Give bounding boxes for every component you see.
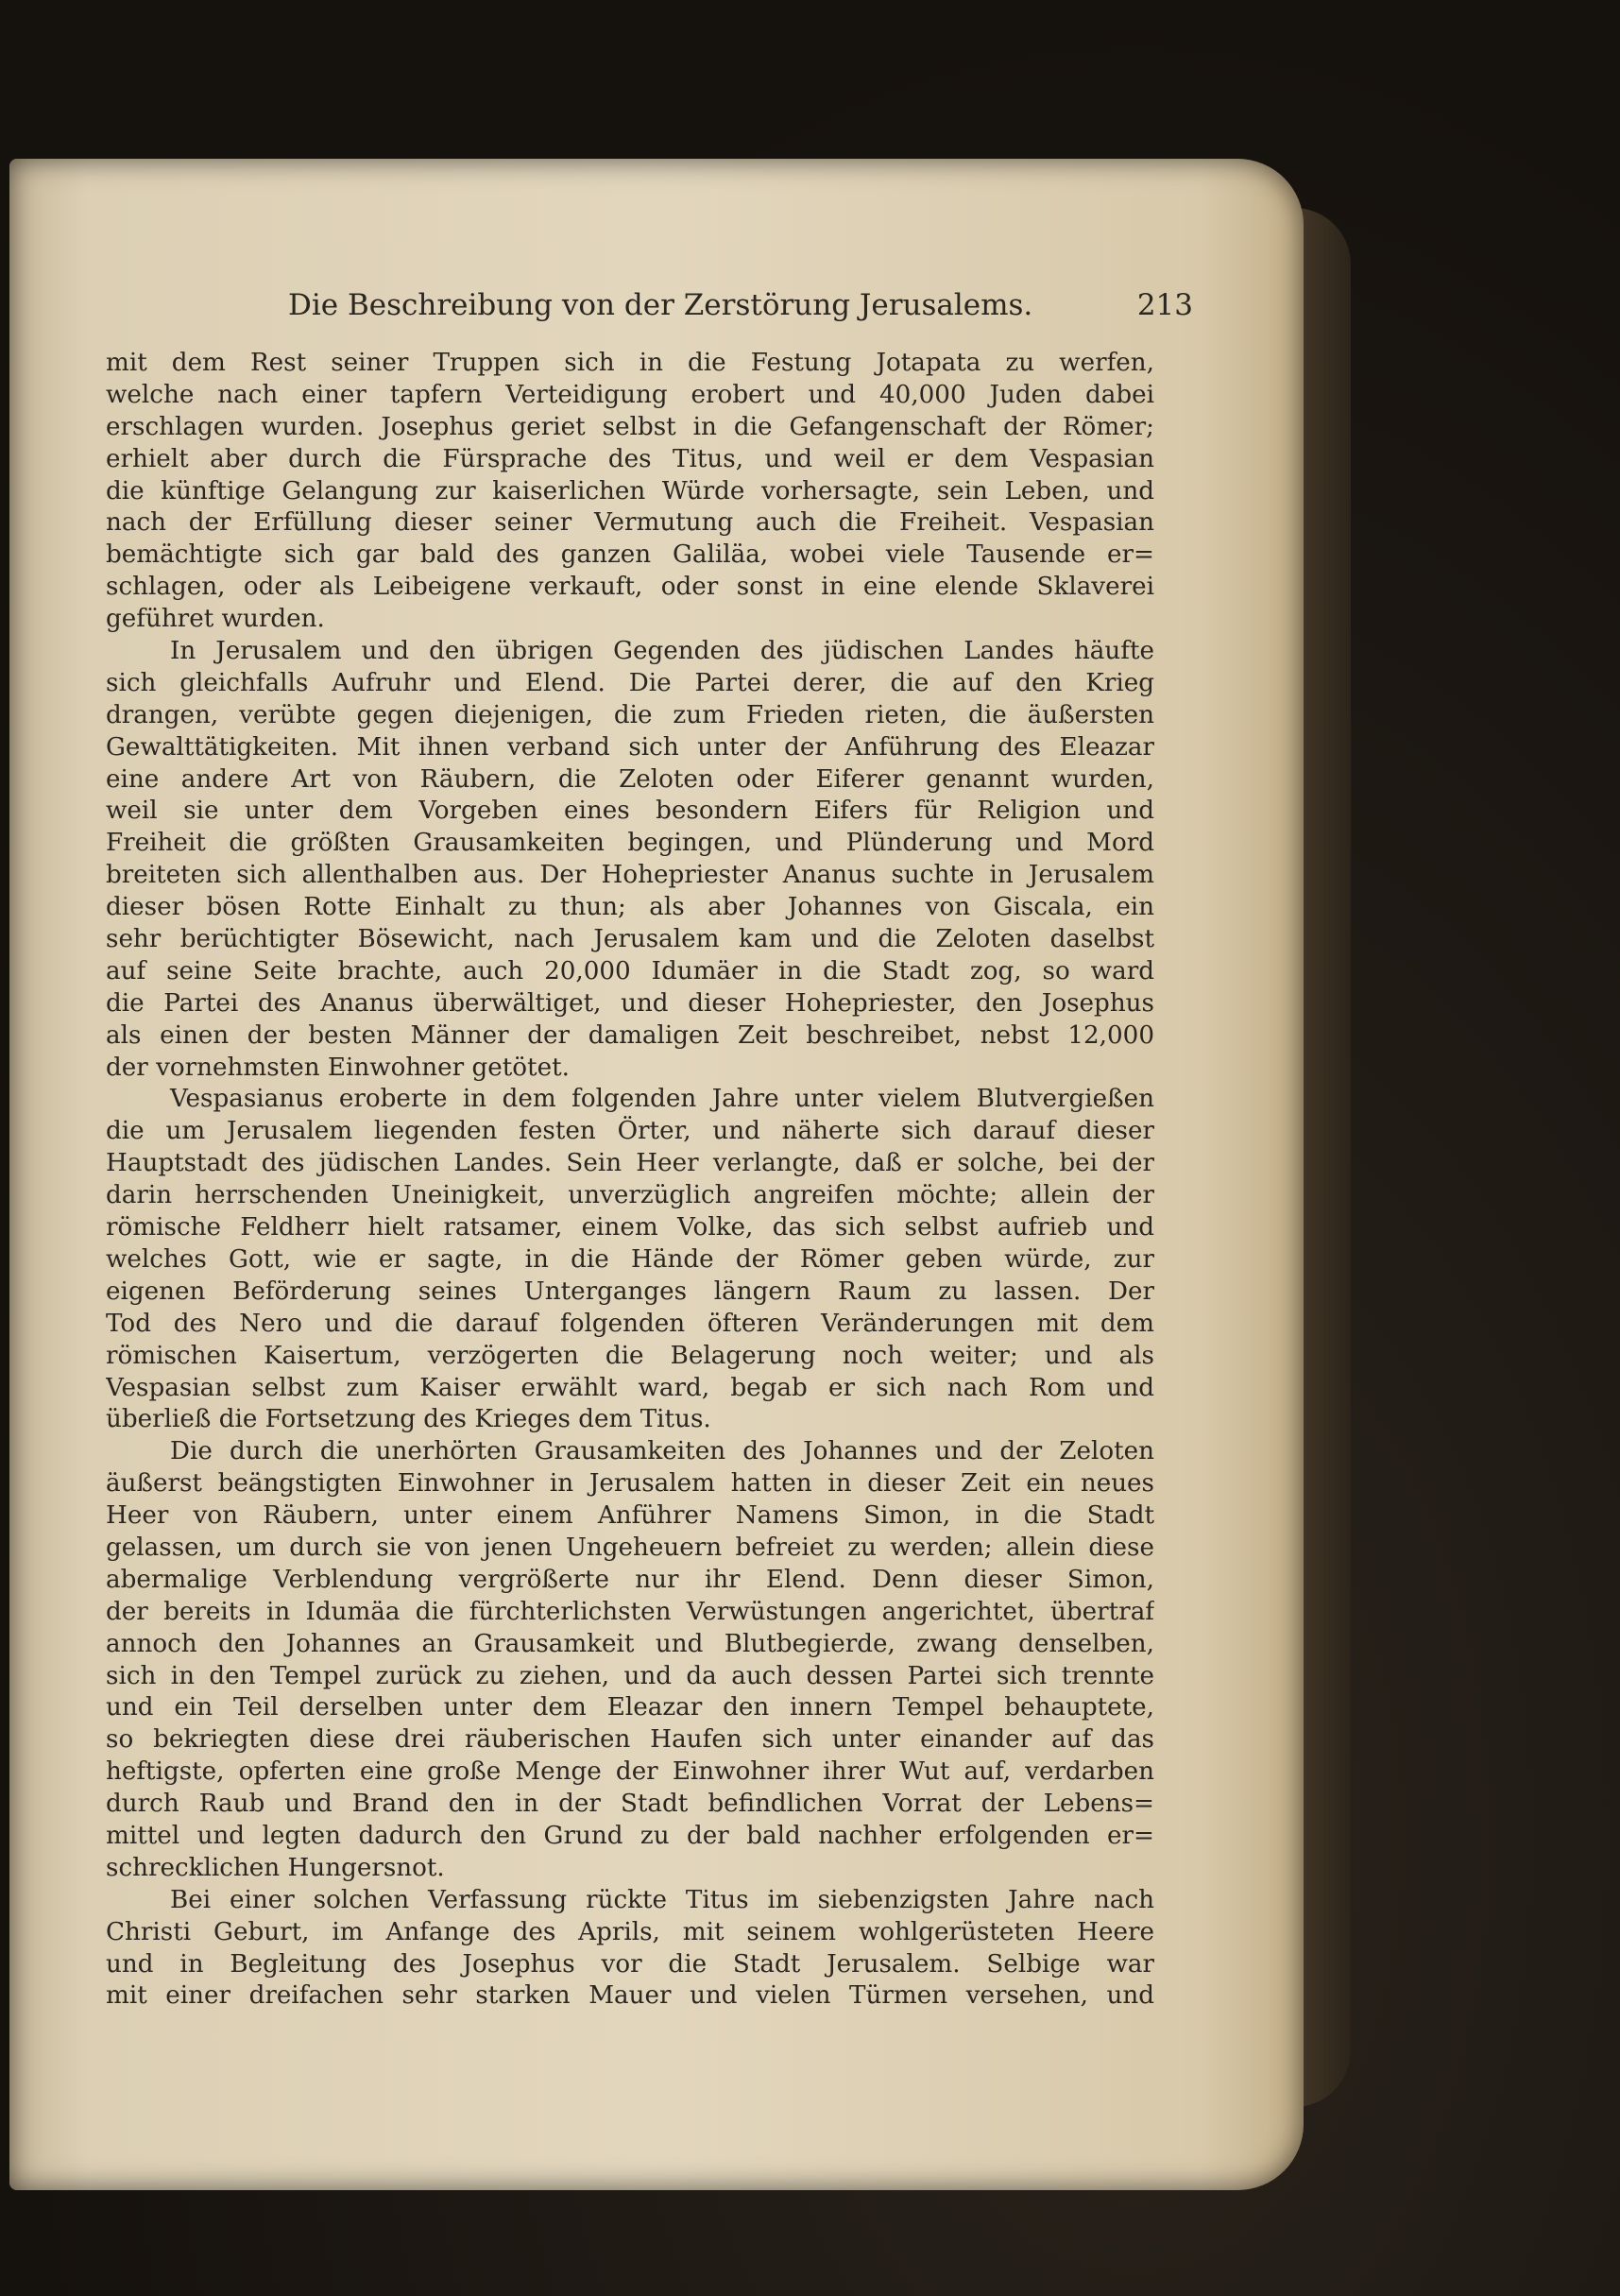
text-line: schrecklichen Hungersnot. <box>106 1853 445 1882</box>
text-line: als einen der besten Männer der damaligen Zeit beschreibet, nebst 12,000 <box>106 1020 1154 1050</box>
text-line: abermalige Verblendung vergrößerte nur ihr Elend. Denn dieser Simon, <box>106 1565 1154 1594</box>
text-line: eigenen Beförderung seines Unterganges längern Raum zu lassen. Der <box>106 1277 1154 1306</box>
text-line: mit dem Rest seiner Truppen sich in die Festung Jotapata zu werfen, <box>106 349 1154 377</box>
text-line: welche nach einer tapfern Verteidigung erobert und 40,000 Juden dabei <box>106 380 1154 409</box>
text-line: drangen, verübte gegen diejenigen, die zum Frieden rieten, die äußersten <box>106 700 1154 729</box>
text-line: sich in den Tempel zurück zu ziehen, und da auch dessen Partei sich trennte <box>106 1661 1154 1690</box>
text-line: Gewalttätigkeiten. Mit ihnen verband sich unter der Anführung des Eleazar <box>106 732 1154 762</box>
text-line: der vornehmsten Einwohner getötet. <box>106 1053 570 1082</box>
text-line: die um Jerusalem liegenden festen Örter, und näherte sich darauf dieser <box>106 1117 1154 1146</box>
text-line: und in Begleitung des Josephus vor die Stadt Jerusalem. Selbige war <box>106 1949 1154 1979</box>
text-line: sich gleichfalls Aufruhr und Elend. Die Partei derer, die auf den Krieg <box>106 668 1154 697</box>
text-line: mit einer dreifachen sehr starken Mauer und vielen Türmen versehen, und <box>106 1981 1154 2011</box>
text-line: welches Gott, wie er sagte, in die Hände der Römer geben würde, zur <box>106 1244 1154 1274</box>
text-line: so bekriegten diese drei räuberischen Haufen sich unter einander auf das <box>106 1725 1154 1755</box>
text-line: weil sie unter dem Vorgeben eines besondern Eifers für Religion und <box>106 797 1154 826</box>
text-line: die künftige Gelangung zur kaiserlichen Würde vorhersagte, sein Leben, und <box>106 476 1154 505</box>
text-line: dieser bösen Rotte Einhalt zu thun; als aber Johannes von Giscala, ein <box>106 893 1154 922</box>
text-line: durch Raub und Brand den in der Stadt befindlichen Vorrat der Lebens= <box>106 1790 1154 1819</box>
text-line: bemächtigte sich gar bald des ganzen Galiläa, wobei viele Tausende er= <box>106 540 1154 570</box>
text-line: Heer von Räubern, unter einem Anführer Namens Simon, in die Stadt <box>106 1501 1154 1531</box>
text-line: auf seine Seite brachte, auch 20,000 Idumäer in die Stadt zog, so ward <box>106 956 1154 985</box>
text-line: Christi Geburt, im Anfange des Aprils, mit seinem wohlgerüsteten Heere <box>106 1917 1154 1946</box>
page-number: 213 <box>1136 288 1193 322</box>
text-line: nach der Erfüllung dieser seiner Vermutung auch die Freiheit. Vespasian <box>106 508 1154 538</box>
text-line: breiteten sich allenthalben aus. Der Hohepriester Ananus suchte in Jerusalem <box>106 861 1154 890</box>
text-line: und ein Teil derselben unter dem Eleazar den innern Tempel behauptete, <box>106 1693 1154 1722</box>
text-line: römische Feldherr hielt ratsamer, einem Volke, das sich selbst aufrieb und <box>106 1213 1154 1242</box>
text-line: die Partei des Ananus überwältiget, und dieser Hohepriester, den Josephus <box>106 988 1154 1018</box>
text-line: geführet wurden. <box>106 605 325 634</box>
text-line: schlagen, oder als Leibeigene verkauft, oder sonst in eine elende Sklaverei <box>106 573 1154 602</box>
text-line: darin herrschenden Uneinigkeit, unverzüglich angreifen möchte; allein der <box>106 1181 1154 1210</box>
text-line: heftigste, opferten eine große Menge der Einwohner ihrer Wut auf, verdarben <box>106 1757 1154 1787</box>
body-text <box>106 348 1154 2013</box>
text-line: Vespasianus eroberte in dem folgenden Jahre unter vielem Blutvergießen <box>170 1085 1154 1114</box>
text-line: mittel und legten dadurch den Grund zu der bald nachher erfolgenden er= <box>106 1821 1154 1850</box>
text-line: annoch den Johannes an Grausamkeit und Blutbegierde, zwang denselben, <box>106 1629 1154 1658</box>
text-line: erhielt aber durch die Fürsprache des Titus, und weil er dem Vespasian <box>106 444 1154 473</box>
text-line: Vespasian selbst zum Kaiser erwählt ward, begab er sich nach Rom und <box>106 1373 1154 1402</box>
text-line: In Jerusalem und den übrigen Gegenden des jüdischen Landes häufte <box>170 637 1154 666</box>
text-line: äußerst beängstigten Einwohner in Jerusalem hatten in dieser Zeit ein neues <box>106 1469 1154 1499</box>
text-line: sehr berüchtigter Bösewicht, nach Jerusalem kam und die Zeloten daselbst <box>106 925 1154 954</box>
running-title: Die Beschreibung von der Zerstörung Jerusalems. <box>288 288 1033 322</box>
text-line: Freiheit die größten Grausamkeiten begingen, und Plünderung und Mord <box>106 829 1154 858</box>
text-line: erschlagen wurden. Josephus geriet selbst in die Gefangenschaft der Römer; <box>106 412 1154 441</box>
text-line: eine andere Art von Räubern, die Zeloten oder Eiferer genannt wurden, <box>106 764 1154 794</box>
text-line: Hauptstadt des jüdischen Landes. Sein Heer verlangte, daß er solche, bei der <box>106 1149 1154 1178</box>
text-line: Bei einer solchen Verfassung rückte Titus im siebenzigsten Jahre nach <box>170 1885 1154 1914</box>
text-line: der bereits in Idumäa die fürchterlichsten Verwüstungen angerichtet, übertraf <box>106 1597 1154 1626</box>
text-line: überließ die Fortsetzung des Krieges dem Titus. <box>106 1405 711 1434</box>
text-line: römischen Kaisertum, verzögerten die Belagerung noch weiter; und als <box>106 1341 1154 1370</box>
running-header <box>288 288 1193 335</box>
text-line: Tod des Nero und die darauf folgenden öfteren Veränderungen mit dem <box>106 1309 1154 1338</box>
text-line: gelassen, um durch sie von jenen Ungeheuern befreiet zu werden; allein diese <box>106 1533 1154 1562</box>
text-line: Die durch die unerhörten Grausamkeiten des Johannes und der Zeloten <box>170 1437 1154 1466</box>
